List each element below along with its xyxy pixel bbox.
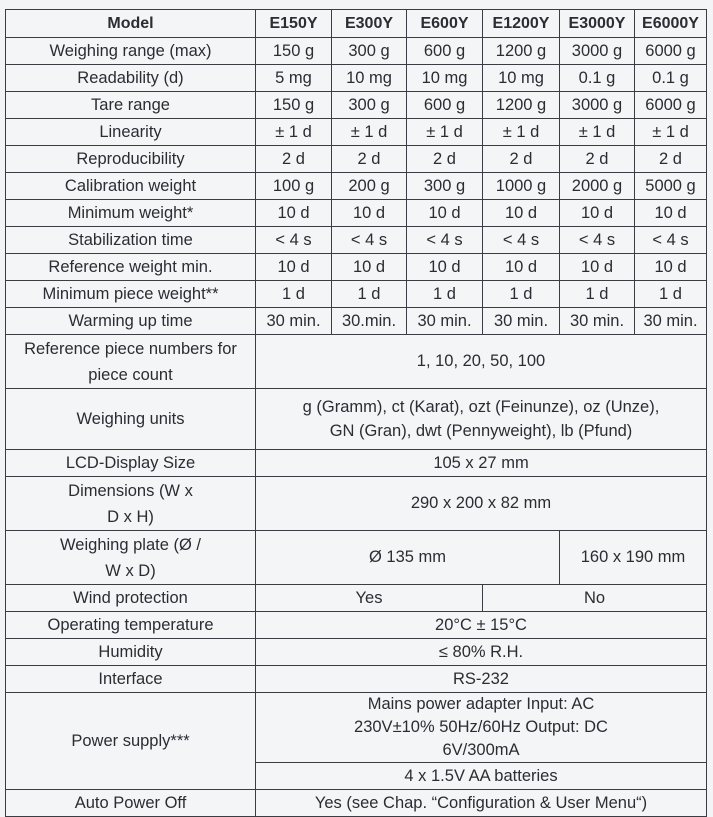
row-value: 160 x 190 mm [560,531,707,585]
ref-pieces-row [6,335,707,389]
row-value: 1200 g [483,38,560,65]
spec-row [6,200,707,227]
row-label: Stabilization time [6,227,256,254]
spec-row [6,38,707,65]
row-value: Yes [256,585,483,612]
row-value: 150 g [256,92,332,119]
row-label: Power supply*** [6,693,256,790]
row-value: 10 d [256,200,332,227]
row-value: 600 g [407,92,483,119]
row-value: 2000 g [560,173,635,200]
row-value: 1 d [407,281,483,308]
row-value: 5000 g [635,173,707,200]
row-value: Yes (see Chap. “Configuration & User Menu“) [256,790,707,817]
row-value: 10 d [407,200,483,227]
row-value: < 4 s [332,227,407,254]
model-e6000y: E6000Y [635,10,707,38]
auto-off-row [6,790,707,817]
model-e150y: E150Y [256,10,332,38]
row-value: 30 min. [560,308,635,335]
row-value: 10 d [483,200,560,227]
row-value: g (Gramm), ct (Karat), ozt (Feinunze), oz (Unze), GN (Gran), dwt (Pennyweight), lb (Pfund) [256,389,707,450]
row-label: Calibration weight [6,173,256,200]
row-value: 1 d [560,281,635,308]
row-value: 10 d [483,254,560,281]
row-value: 10 mg [332,65,407,92]
row-value: 105 x 27 mm [256,450,707,477]
row-value: 2 d [560,146,635,173]
row-value: 300 g [332,92,407,119]
row-value: 20°C ± 15°C [256,612,707,639]
row-label: Linearity [6,119,256,146]
dimensions-row [6,477,707,531]
row-value: 4 x 1.5V AA batteries [256,763,707,790]
row-label: Humidity [6,639,256,666]
row-value: 300 g [407,173,483,200]
row-value: 10 d [560,254,635,281]
row-label: Operating temperature [6,612,256,639]
row-value: RS-232 [256,666,707,693]
row-label: Weighing plate (Ø / W x D) [6,531,256,585]
power-row [6,693,707,763]
row-value: 1, 10, 20, 50, 100 [256,335,707,389]
row-value: ± 1 d [407,119,483,146]
row-label: Weighing range (max) [6,38,256,65]
row-value: 5 mg [256,65,332,92]
row-value: 3000 g [560,92,635,119]
row-label: Auto Power Off [6,790,256,817]
row-label: Readability (d) [6,65,256,92]
row-value: ≤ 80% R.H. [256,639,707,666]
model-e300y: E300Y [332,10,407,38]
plate-row [6,531,707,585]
row-value: 0.1 g [635,65,707,92]
row-value: Mains power adapter Input: AC 230V±10% 50Hz/60Hz Output: DC 6V/300mA [256,693,707,763]
row-value: < 4 s [560,227,635,254]
spec-table [5,9,707,817]
row-label: LCD-Display Size [6,450,256,477]
row-value: 10 mg [407,65,483,92]
interface-row [6,666,707,693]
model-e1200y: E1200Y [483,10,560,38]
row-label: Reproducibility [6,146,256,173]
row-value: ± 1 d [560,119,635,146]
lcd-row [6,450,707,477]
spec-row [6,227,707,254]
row-label: Minimum weight* [6,200,256,227]
row-value: < 4 s [483,227,560,254]
row-value: 30 min. [407,308,483,335]
spec-row [6,173,707,200]
model-e3000y: E3000Y [560,10,635,38]
row-value: 6000 g [635,38,707,65]
row-value: ± 1 d [332,119,407,146]
spec-row [6,254,707,281]
row-value: 1000 g [483,173,560,200]
spec-row [6,308,707,335]
row-label: Wind protection [6,585,256,612]
spec-row [6,92,707,119]
row-value: 1200 g [483,92,560,119]
temperature-row [6,612,707,639]
model-e600y: E600Y [407,10,483,38]
row-value: 2 d [407,146,483,173]
row-value: 2 d [483,146,560,173]
row-value: 30 min. [256,308,332,335]
row-value: 10 d [560,200,635,227]
row-label: Tare range [6,92,256,119]
row-label: Reference piece numbers for piece count [6,335,256,389]
spec-row [6,65,707,92]
humidity-row [6,639,707,666]
row-value: 600 g [407,38,483,65]
row-label: Interface [6,666,256,693]
row-value: 1 d [483,281,560,308]
spec-row [6,281,707,308]
row-label: Dimensions (W x D x H) [6,477,256,531]
row-value: 30 min. [635,308,707,335]
row-value: 1 d [256,281,332,308]
units-row [6,389,707,450]
row-value: 2 d [332,146,407,173]
row-value: 3000 g [560,38,635,65]
row-value: 10 d [407,254,483,281]
row-value: 300 g [332,38,407,65]
row-value: 10 mg [483,65,560,92]
row-value: ± 1 d [635,119,707,146]
row-value: 2 d [635,146,707,173]
row-value: 10 d [635,200,707,227]
row-value: 100 g [256,173,332,200]
row-value: < 4 s [635,227,707,254]
row-label: Reference weight min. [6,254,256,281]
spec-row [6,146,707,173]
row-value: Ø 135 mm [256,531,560,585]
row-value: 150 g [256,38,332,65]
row-value: < 4 s [256,227,332,254]
row-value: 10 d [256,254,332,281]
row-label: Warming up time [6,308,256,335]
row-value: No [483,585,707,612]
row-value: 2 d [256,146,332,173]
row-value: 1 d [635,281,707,308]
row-value: < 4 s [407,227,483,254]
wind-row [6,585,707,612]
row-value: 30.min. [332,308,407,335]
spec-row [6,119,707,146]
row-value: 200 g [332,173,407,200]
row-value: 0.1 g [560,65,635,92]
header-row [6,10,707,38]
model-header: Model [6,10,256,38]
row-value: 10 d [635,254,707,281]
row-value: 1 d [332,281,407,308]
row-value: ± 1 d [256,119,332,146]
row-label: Weighing units [6,389,256,450]
row-label: Minimum piece weight** [6,281,256,308]
row-value: 10 d [332,254,407,281]
row-value: 30 min. [483,308,560,335]
row-value: 290 x 200 x 82 mm [256,477,707,531]
row-value: 6000 g [635,92,707,119]
row-value: 10 d [332,200,407,227]
row-value: ± 1 d [483,119,560,146]
